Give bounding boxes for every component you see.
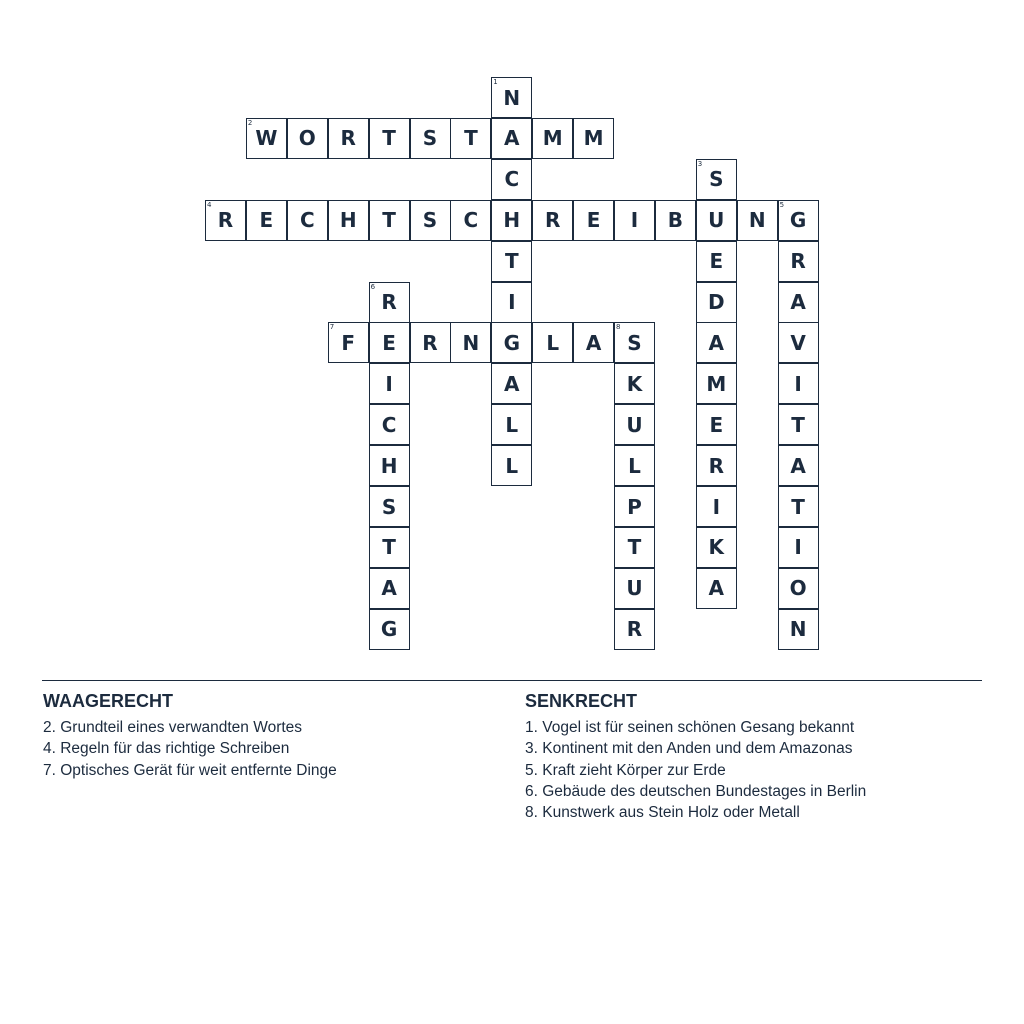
cell-letter: T [382, 208, 396, 233]
clue-number: 6 [370, 282, 376, 291]
grid-cell[interactable] [369, 200, 410, 241]
grid-cell[interactable] [450, 322, 491, 363]
grid-cell[interactable] [614, 486, 655, 527]
grid-cell[interactable] [778, 486, 819, 527]
grid-cell[interactable] [369, 609, 410, 650]
cell-letter: V [790, 330, 806, 355]
down-clue-1: 1. Vogel ist für seinen schönen Gesang bekannt [525, 719, 855, 736]
cell-letter: M [583, 126, 604, 151]
grid-cell[interactable] [369, 486, 410, 527]
cell-letter: L [505, 412, 519, 437]
grid-cell[interactable] [737, 200, 778, 241]
grid-cell[interactable] [369, 363, 410, 404]
clue-number: 2 [247, 118, 253, 127]
grid-cell[interactable] [491, 200, 532, 241]
across-clue-7: 7. Optisches Gerät für weit entfernte Dinge [43, 761, 337, 779]
cell-letter: G [380, 617, 398, 642]
cell-letter: L [505, 453, 519, 478]
cell-letter: N [789, 617, 807, 642]
grid-cell[interactable] [696, 200, 737, 241]
grid-cell[interactable] [491, 241, 532, 282]
grid-cell[interactable] [491, 404, 532, 445]
cell-letter: E [586, 208, 601, 233]
grid-cell[interactable] [696, 568, 737, 609]
grid-cell[interactable] [655, 200, 696, 241]
grid-cell[interactable] [696, 527, 737, 568]
grid-cell[interactable] [778, 404, 819, 445]
clue-number: 7 [329, 323, 335, 332]
cell-letter: I [794, 535, 802, 560]
grid-cell[interactable] [614, 363, 655, 404]
cell-letter: I [712, 494, 721, 519]
grid-cell[interactable] [573, 118, 614, 159]
cell-letter: H [503, 208, 521, 233]
cell-letter: I [385, 371, 393, 396]
grid-cell[interactable] [696, 404, 737, 445]
grid-cell[interactable] [410, 322, 451, 363]
grid-cell[interactable] [491, 77, 532, 118]
clue-number: 4 [207, 200, 212, 209]
grid-cell[interactable] [614, 609, 655, 650]
grid-cell[interactable] [614, 527, 655, 568]
cell-letter: L [546, 330, 560, 355]
grid-cell[interactable] [614, 322, 655, 363]
cell-letter: T [627, 535, 642, 560]
cell-letter: B [667, 208, 684, 233]
cell-letter: S [422, 208, 438, 233]
cell-letter: T [791, 494, 805, 519]
grid-cell[interactable] [573, 322, 614, 363]
grid-cell[interactable] [410, 118, 451, 159]
grid-cell[interactable] [696, 241, 737, 282]
across-clues-section [43, 690, 483, 781]
cell-letter: S [381, 494, 397, 519]
grid-cell[interactable] [369, 118, 410, 159]
grid-cell[interactable] [369, 404, 410, 445]
cell-letter: R [790, 249, 806, 274]
cell-letter: C [463, 208, 479, 233]
divider [42, 680, 982, 681]
cell-letter: R [217, 208, 234, 233]
grid-cell[interactable] [246, 118, 287, 159]
grid-cell[interactable] [491, 322, 532, 363]
cell-letter: I [630, 208, 639, 233]
cell-letter: M [542, 126, 563, 151]
grid-cell[interactable] [696, 363, 737, 404]
grid-cell[interactable] [328, 322, 369, 363]
grid-cell[interactable] [696, 282, 737, 323]
grid-cell[interactable] [778, 282, 819, 323]
grid-cell[interactable] [450, 200, 491, 241]
cell-letter: I [508, 290, 516, 314]
grid-cell[interactable] [369, 568, 410, 609]
grid-cell[interactable] [614, 200, 655, 241]
clue-number: 8 [616, 323, 621, 332]
cell-letter: A [790, 453, 806, 478]
cell-letter: W [255, 126, 278, 151]
cell-letter: R [381, 290, 397, 314]
grid-cell[interactable] [778, 445, 819, 486]
cell-letter: U [626, 412, 643, 437]
cell-letter: G [789, 208, 807, 233]
cell-letter: U [708, 208, 725, 233]
grid-cell[interactable] [369, 322, 410, 363]
cell-letter: H [380, 453, 398, 478]
grid-cell[interactable] [287, 118, 328, 159]
grid-cell[interactable] [778, 241, 819, 282]
cell-letter: S [627, 330, 642, 355]
cell-letter: G [503, 330, 520, 355]
clue-number: 5 [779, 200, 785, 209]
cell-letter: T [382, 126, 396, 151]
grid-cell[interactable] [778, 363, 819, 404]
cell-letter: R [422, 330, 438, 355]
grid-cell[interactable] [246, 200, 287, 241]
grid-cell[interactable] [450, 118, 491, 159]
grid-cell[interactable] [696, 486, 737, 527]
cell-letter: N [462, 330, 480, 355]
grid-cell[interactable] [491, 282, 532, 323]
grid-cell[interactable] [205, 200, 246, 241]
grid-cell[interactable] [614, 445, 655, 486]
cell-letter: C [504, 167, 520, 192]
grid-cell[interactable] [369, 445, 410, 486]
across-clue-2: 2. Grundteil eines verwandten Wortes [43, 719, 303, 736]
grid-cell[interactable] [328, 200, 369, 241]
grid-cell[interactable] [532, 322, 573, 363]
cell-letter: E [382, 330, 396, 355]
grid-cell[interactable] [491, 159, 532, 200]
cell-letter: C [299, 208, 315, 233]
grid-cell[interactable] [328, 118, 369, 159]
down-clue-8: 8. Kunstwerk aus Stein Holz oder Metall [525, 804, 800, 822]
cell-letter: S [422, 126, 438, 151]
cell-letter: A [504, 371, 520, 396]
grid-cell[interactable] [696, 322, 737, 363]
grid-cell[interactable] [369, 527, 410, 568]
grid-cell[interactable] [778, 322, 819, 363]
grid-cell[interactable] [778, 200, 819, 241]
cell-letter: R [340, 126, 356, 151]
cell-letter: N [503, 85, 521, 110]
cell-letter: L [628, 453, 641, 478]
cell-letter: R [708, 453, 724, 478]
grid-cell[interactable] [491, 363, 532, 404]
down-clue-5: 5. Kraft zieht Körper zur Erde [525, 761, 726, 779]
cell-letter: K [708, 535, 725, 560]
cell-letter: E [709, 249, 724, 274]
grid-cell[interactable] [696, 159, 737, 200]
cell-letter: E [709, 412, 724, 437]
cell-letter: T [791, 412, 805, 437]
cell-letter: I [794, 371, 802, 396]
cell-letter: F [341, 330, 356, 355]
across-heading: WAAGERECHT [43, 691, 173, 711]
cell-letter: O [298, 126, 316, 151]
down-clue-6: 6. Gebäude des deutschen Bundestages in Berlin [525, 782, 867, 800]
grid-cell[interactable] [573, 200, 614, 241]
cell-letter: D [707, 290, 725, 314]
cell-letter: A [381, 576, 397, 601]
grid-cell[interactable] [532, 200, 573, 241]
cell-letter: C [381, 412, 397, 437]
cell-letter: T [382, 535, 396, 560]
grid-cell[interactable] [696, 445, 737, 486]
cell-letter: P [627, 494, 642, 519]
across-clue-4: 4. Regeln für das richtige Schreiben [43, 740, 290, 758]
cell-letter: R [544, 208, 561, 233]
cell-letter: O [789, 576, 807, 601]
grid-cell[interactable] [287, 200, 328, 241]
grid-cell[interactable] [614, 568, 655, 609]
clue-number: 1 [493, 78, 498, 86]
grid-cell[interactable] [614, 404, 655, 445]
cell-letter: A [708, 576, 725, 601]
cell-letter: A [504, 126, 520, 151]
clue-number: 3 [697, 159, 703, 168]
down-clues-section [525, 690, 965, 823]
cell-letter: R [626, 617, 643, 642]
grid-cell[interactable] [778, 527, 819, 568]
cell-letter: E [259, 208, 274, 233]
cell-letter: N [748, 208, 766, 233]
grid-cell[interactable] [778, 609, 819, 650]
cell-letter: S [709, 167, 724, 192]
cell-letter: T [504, 249, 519, 274]
cell-letter: A [708, 330, 725, 355]
down-clue-3: 3. Kontinent mit den Anden und dem Amazonas [525, 740, 853, 758]
cell-letter: A [790, 290, 806, 314]
cell-letter: T [464, 126, 478, 151]
cell-letter: U [626, 576, 643, 601]
grid-cell[interactable] [491, 445, 532, 486]
grid-cell[interactable] [491, 118, 532, 159]
grid-cell[interactable] [532, 118, 573, 159]
down-heading: SENKRECHT [525, 691, 638, 711]
cell-letter: H [339, 208, 357, 233]
grid-cell[interactable] [369, 282, 410, 323]
cell-letter: A [585, 330, 602, 355]
grid-cell[interactable] [410, 200, 451, 241]
grid-cell[interactable] [778, 568, 819, 609]
cell-letter: K [626, 371, 643, 396]
cell-letter: M [706, 371, 727, 396]
